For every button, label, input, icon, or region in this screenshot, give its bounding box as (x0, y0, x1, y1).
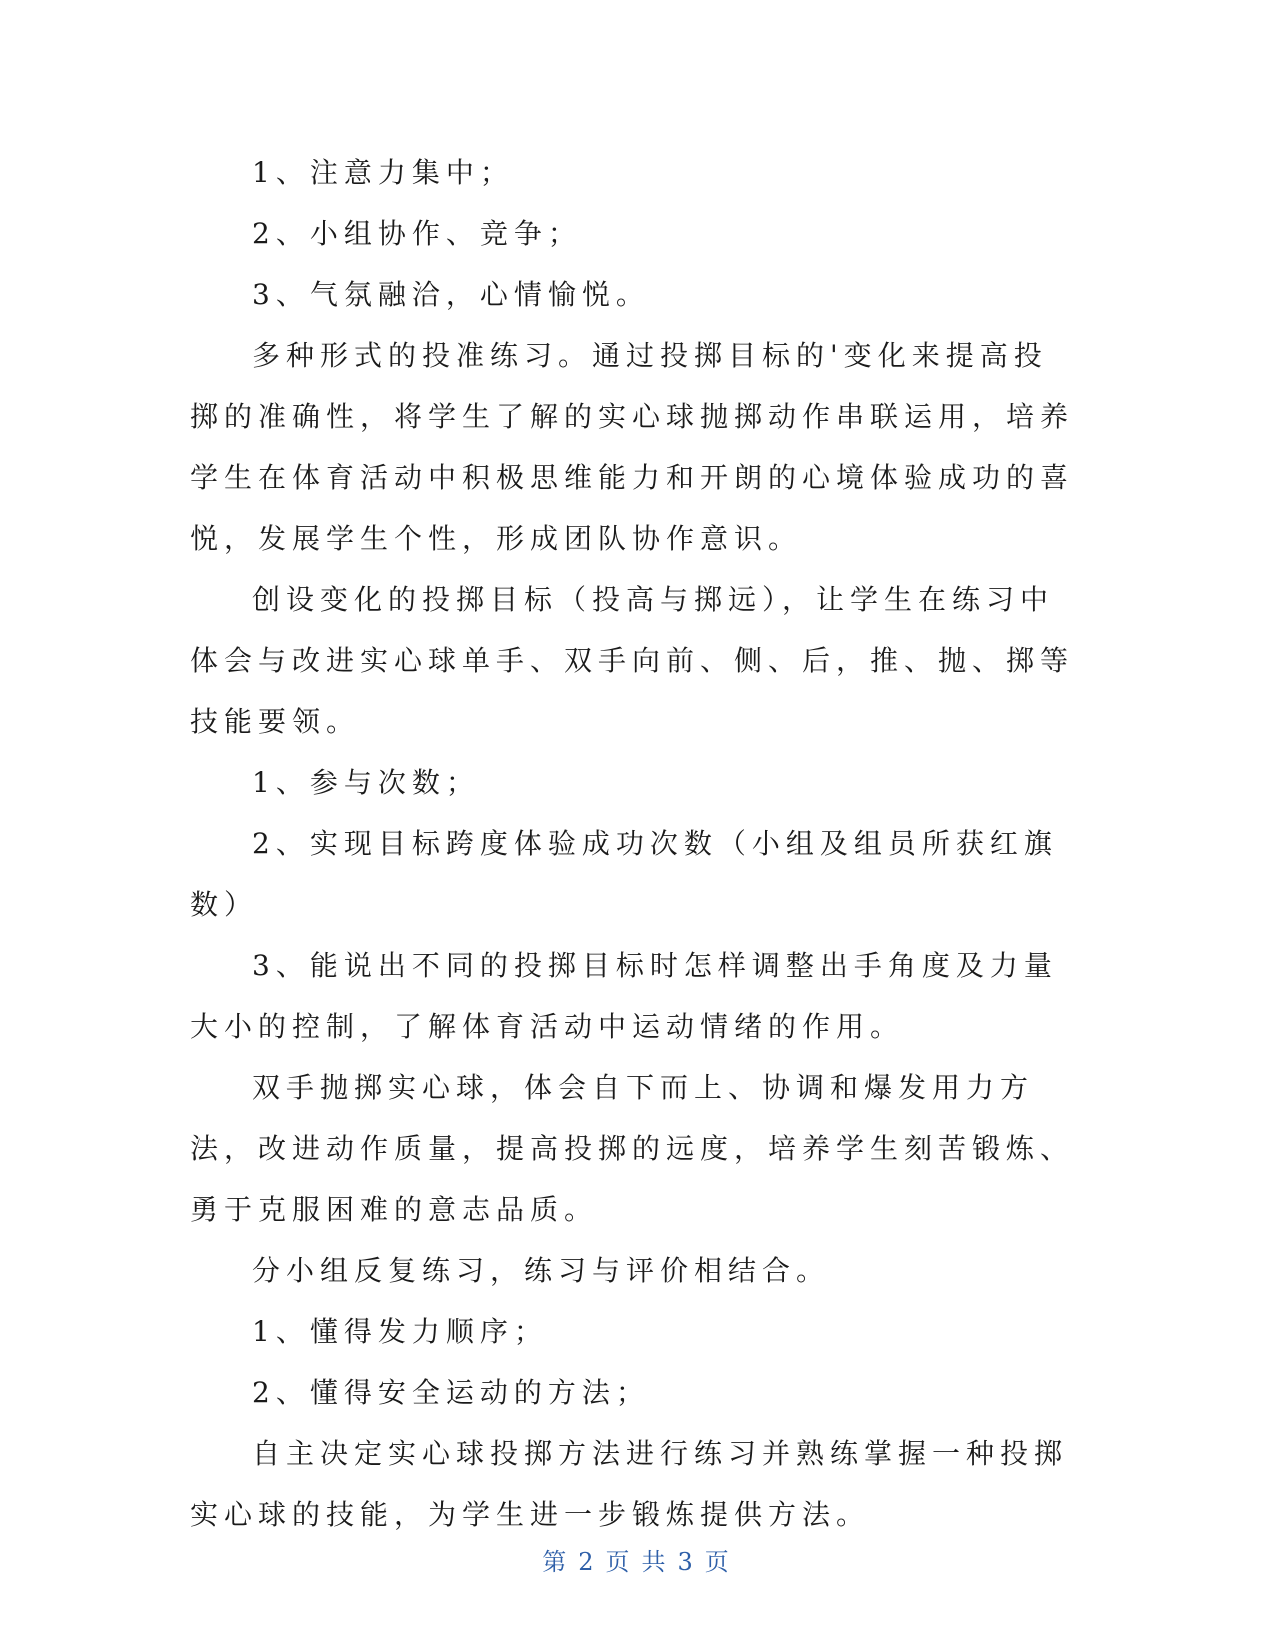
list-item-teamwork: 2、小组协作、竞争； (252, 217, 582, 250)
list-item-adjust-angle: 3、能说出不同的投掷目标时怎样调整出手角度及力量大小的控制，了解体育活动中运动情绪的作用。 (190, 949, 1058, 1043)
list-item-focus: 1、注意力集中； (252, 156, 514, 189)
list-item-force-order: 1、懂得发力顺序； (252, 1315, 548, 1348)
document-body (190, 142, 1080, 1545)
paragraph-self-directed: 自主决定实心球投掷方法进行练习并熟练掌握一种投掷实心球的技能，为学生进一步锻炼提供方法。 (190, 1437, 1069, 1531)
list-item-atmosphere: 3、气氛融洽，心情愉悦。 (252, 278, 650, 311)
page-footer (0, 1542, 1275, 1577)
footer-total-pages: 3 (677, 1548, 697, 1576)
list-item-success-count: 2、实现目标跨度体验成功次数（小组及组员所获红旗数） (190, 827, 1058, 921)
footer-prefix: 第 (542, 1548, 571, 1576)
footer-current-page: 2 (578, 1548, 598, 1576)
footer-page-word-2: 页 (704, 1548, 733, 1576)
paragraph-target-design: 创设变化的投掷目标（投高与掷远），让学生在练习中体会与改进实心球单手、双手向前、侧、后，推、抛、掷等技能要领。 (190, 583, 1075, 738)
list-item-safety: 2、懂得安全运动的方法； (252, 1376, 650, 1409)
footer-total-prefix: 共 (641, 1548, 670, 1576)
paragraph-two-hand-throw: 双手抛掷实心球，体会自下而上、协调和爆发用力方法，改进动作质量，提高投掷的远度，培养学生刻苦锻炼、勇于克服困难的意志品质。 (190, 1071, 1075, 1226)
paragraph-group-practice: 分小组反复练习，练习与评价相结合。 (252, 1254, 831, 1287)
list-item-participation: 1、参与次数； (252, 766, 480, 799)
footer-page-word: 页 (605, 1548, 634, 1576)
paragraph-accuracy-practice: 多种形式的投准练习。通过投掷目标的'变化来提高投掷的准确性，将学生了解的实心球抛掷动作串联运用，培养学生在体育活动中积极思维能力和开朗的心境体验成功的喜悦，发展学生个性，形成团队协作意识。 (190, 339, 1075, 555)
